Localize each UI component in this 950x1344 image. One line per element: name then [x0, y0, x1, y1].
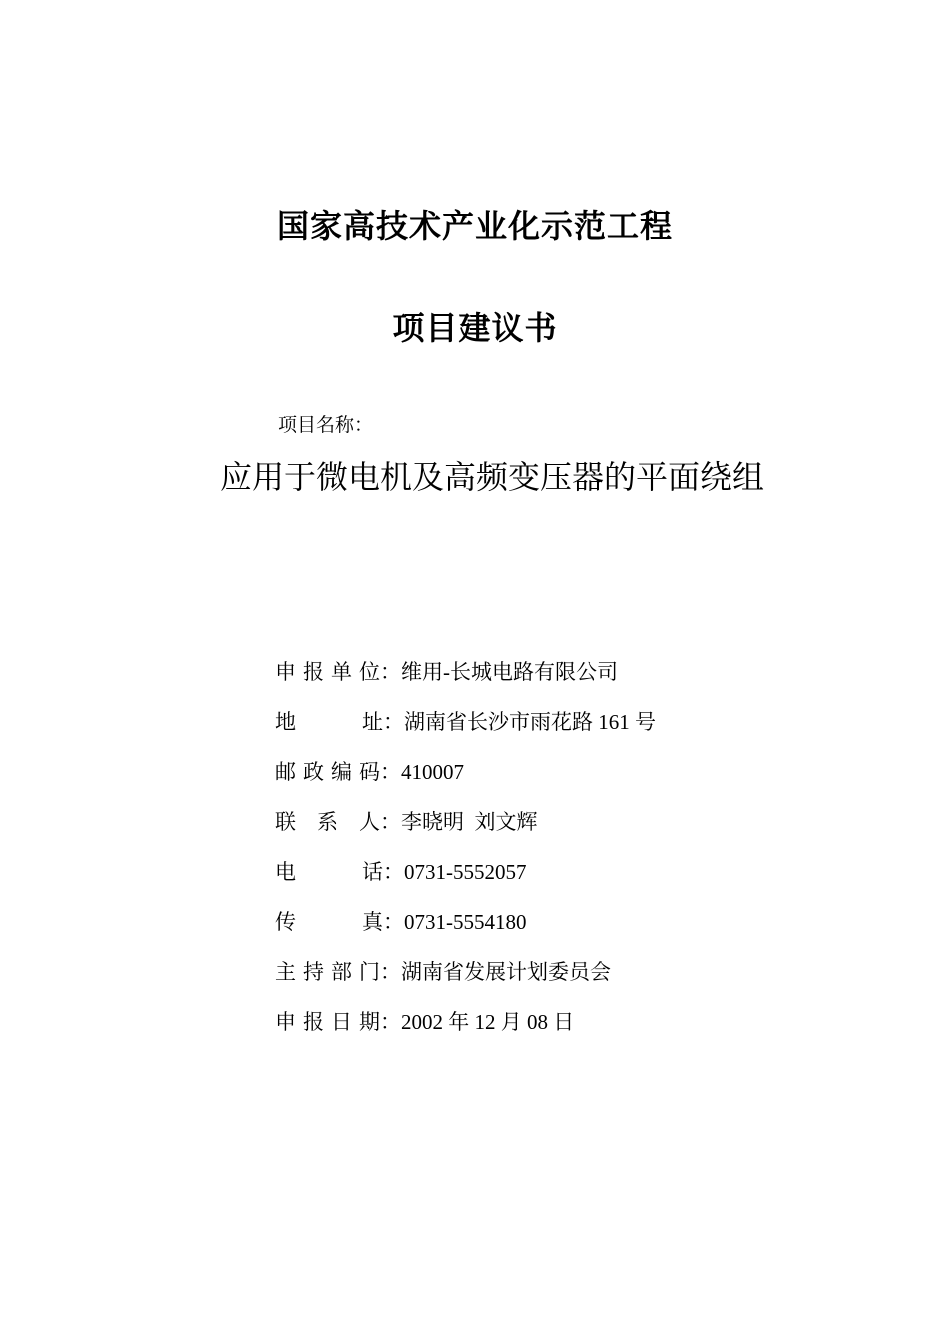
info-colon: ： [380, 660, 401, 684]
info-colon: ： [380, 810, 401, 834]
info-row-applicant [275, 658, 875, 708]
info-row-postcode [275, 758, 875, 808]
info-label: 传 真 [275, 910, 383, 934]
info-colon: ： [383, 910, 404, 934]
info-label: 主 持 部 门 [275, 960, 380, 984]
info-value-date: 2002 年 12 月 08 日 [401, 1010, 575, 1034]
info-value-applicant: 维用-长城电路有限公司 [401, 660, 618, 684]
project-name-label: 项目名称： [278, 414, 374, 436]
info-colon: ： [383, 860, 404, 884]
document-subtitle: 项目建议书 [392, 309, 558, 347]
info-colon: ： [380, 960, 401, 984]
info-label: 联 系 人 [275, 810, 380, 834]
info-label: 申 报 日 期 [275, 1010, 380, 1034]
info-value-contact: 李晓明 刘文辉 [401, 810, 538, 834]
info-colon: ： [380, 760, 401, 784]
info-value-address: 湖南省长沙市雨花路 161 号 [404, 710, 656, 734]
info-row-fax [275, 908, 875, 958]
info-row-department [275, 958, 875, 1008]
info-label: 地 址 [275, 710, 383, 734]
info-value-postcode: 410007 [401, 760, 464, 784]
info-row-phone [275, 858, 875, 908]
info-colon: ： [380, 1010, 401, 1034]
info-value-fax: 0731-5554180 [404, 910, 527, 934]
info-label: 电 话 [275, 860, 383, 884]
info-row-address [275, 708, 875, 758]
info-row-date [275, 1008, 875, 1058]
document-title: 国家高技术产业化示范工程 [276, 207, 673, 245]
info-label: 邮 政 编 码 [275, 760, 380, 784]
info-row-contact [275, 808, 875, 858]
project-name: 应用于微电机及高频变压器的平面绕组 [219, 458, 764, 496]
info-colon: ： [383, 710, 404, 734]
info-value-department: 湖南省发展计划委员会 [401, 960, 611, 984]
info-value-phone: 0731-5552057 [404, 860, 527, 884]
info-label: 申 报 单 位 [275, 660, 380, 684]
applicant-info [275, 658, 875, 1058]
